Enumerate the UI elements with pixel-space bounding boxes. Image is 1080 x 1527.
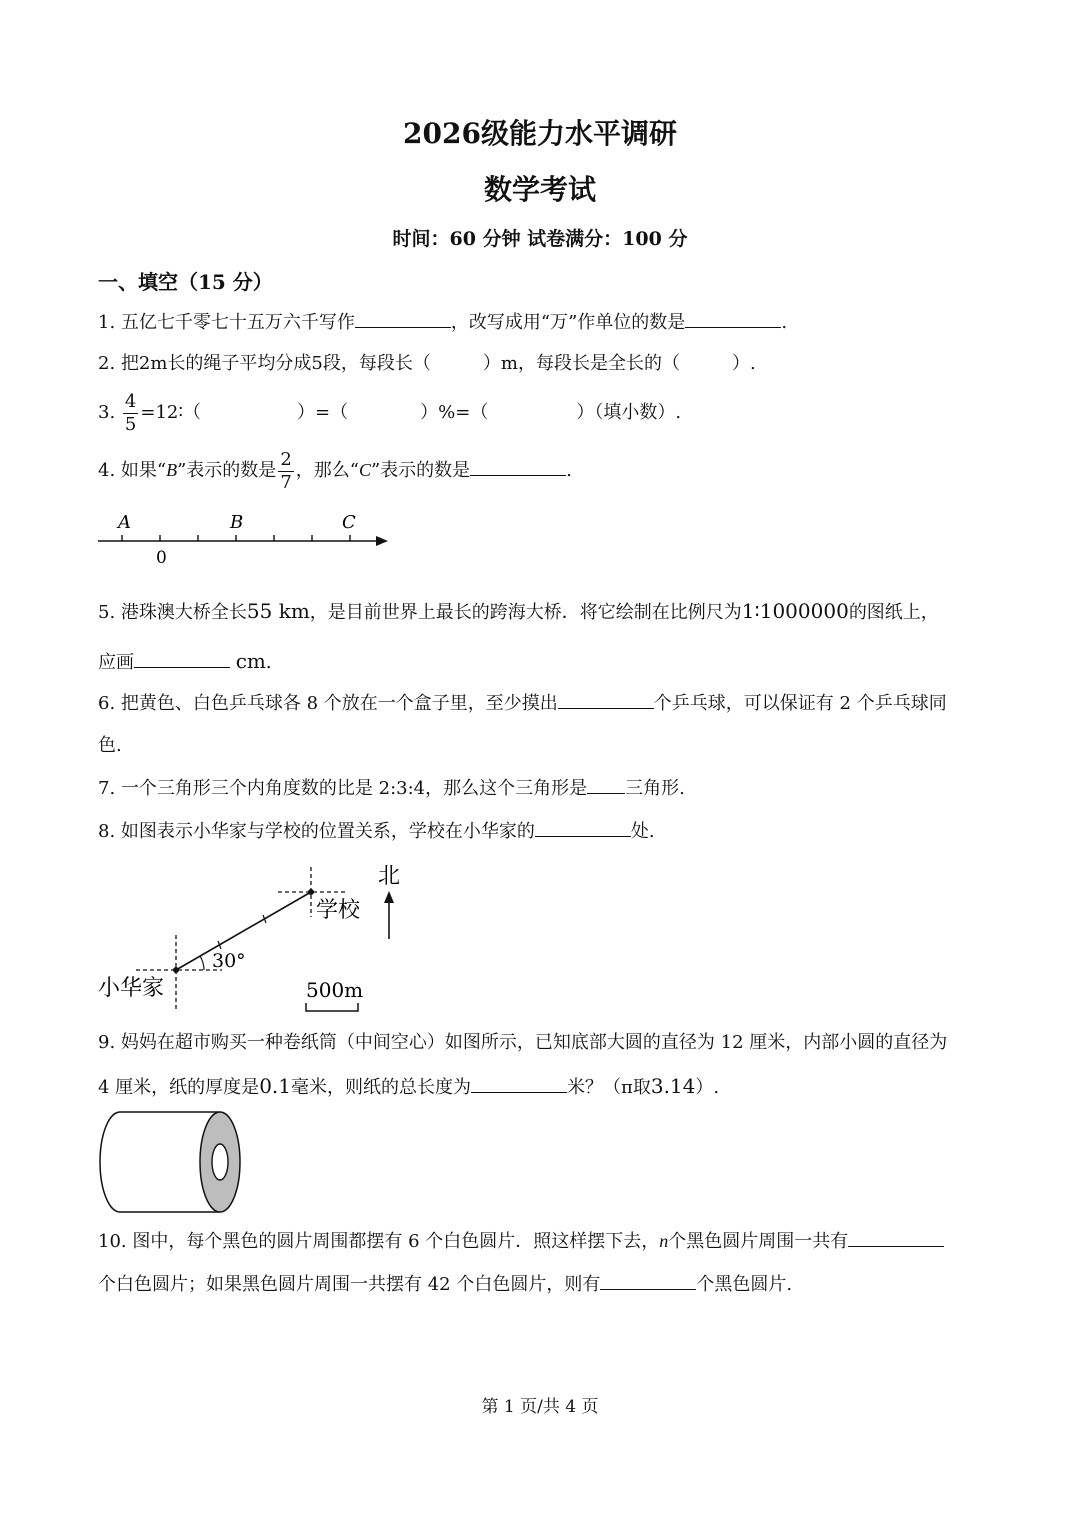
north-label: 北: [378, 864, 401, 889]
question-7: 7. 一个三角形三个内角度数的比是 2:3:4，那么这个三角形是 三角形.: [98, 775, 685, 802]
home-label: 小华家: [98, 976, 165, 1001]
page-footer: 第 1 页/共 4 页: [481, 1397, 599, 1417]
exam-title: 2026级能力水平调研: [403, 117, 677, 150]
question-5: 5. 港珠澳大桥全长55 km，是目前世界上最长的跨海大桥．将它绘制在比例尺为1∶1000000的图纸上，: [98, 599, 939, 623]
roll-back-edge: [100, 1112, 120, 1212]
scale-bar: [306, 1003, 358, 1011]
answer-blank[interactable]: [558, 690, 654, 709]
answer-blank[interactable]: [587, 775, 625, 794]
location-map-figure: [90, 855, 420, 1020]
question-5-cont: 应画 cm.: [98, 649, 272, 673]
arrow-right-icon: [376, 536, 388, 546]
question-10-cont: 个白色圆片；如果黑色圆片周围一共摆有 42 个白色圆片，则有 个黑色圆片.: [98, 1271, 792, 1298]
answer-blank[interactable]: [471, 1074, 567, 1093]
fraction: $\frac{4}{5}$: [124, 390, 137, 435]
zero-label: 0: [156, 548, 167, 568]
point-a-label: A: [118, 512, 131, 533]
answer-blank[interactable]: [685, 309, 781, 328]
question-1: 1. 五亿七千零七十五万六千写作 ，改写成用“万”作单位的数是 .: [98, 309, 787, 336]
question-2: 2. 把2m长的绳子平均分成5段，每段长（ ）m，每段长是全长的（ ）.: [98, 353, 756, 374]
exam-subject: 数学考试: [483, 173, 596, 206]
paper-roll-figure: [94, 1108, 246, 1218]
answer-blank[interactable]: [134, 649, 230, 668]
angle-label: 30°: [212, 950, 246, 972]
question-3: 3. $\frac{4}{5}$ =12∶（ ）=（ ）%=（ ）（填小数）.: [98, 390, 682, 435]
angle-arc: [200, 956, 204, 970]
question-4: 4. 如果“B”表示的数是 $\frac{2}{7}$ ，那么“C”表示的数是 .: [98, 448, 572, 493]
answer-blank[interactable]: [600, 1271, 696, 1290]
question-9: 9. 妈妈在超市购买一种卷纸筒（中间空心）如图所示，已知底部大圆的直径为 12 厘米，内部小圆的直径为: [98, 1032, 948, 1053]
home-point: [173, 967, 179, 973]
question-8: 8. 如图表示小华家与学校的位置关系，学校在小华家的 处.: [98, 818, 655, 845]
number-line-figure: [90, 505, 400, 575]
school-label: 学校: [316, 898, 361, 923]
answer-blank[interactable]: [470, 457, 566, 476]
point-c-label: C: [342, 512, 356, 533]
exam-meta: 时间：60 分钟 试卷满分：100 分: [392, 228, 688, 250]
answer-blank[interactable]: [355, 309, 451, 328]
school-point: [308, 889, 314, 895]
section-heading: 一、填空（15 分）: [98, 270, 273, 294]
roll-hole: [212, 1144, 228, 1180]
point-b-label: B: [230, 512, 244, 533]
scale-label: 500m: [306, 978, 364, 1002]
answer-blank[interactable]: [848, 1228, 944, 1247]
question-9-cont: 4 厘米，纸的厚度是0.1毫米，则纸的总长度为 米？（π取3.14）.: [98, 1074, 720, 1098]
question-10: 10. 图中，每个黑色的圆片周围都摆有 6 个白色圆片．照这样摆下去，n个黑色圆片周围一共有: [98, 1228, 944, 1255]
question-6-cont: 色.: [98, 735, 122, 756]
number-line-ticks: [122, 535, 350, 541]
answer-blank[interactable]: [535, 818, 631, 837]
fraction: $\frac{2}{7}$: [280, 448, 292, 493]
question-6: 6. 把黄色、白色乒乓球各 8 个放在一个盒子里，至少摸出 个乒乓球，可以保证有 2 个乒乓球同: [98, 690, 947, 717]
